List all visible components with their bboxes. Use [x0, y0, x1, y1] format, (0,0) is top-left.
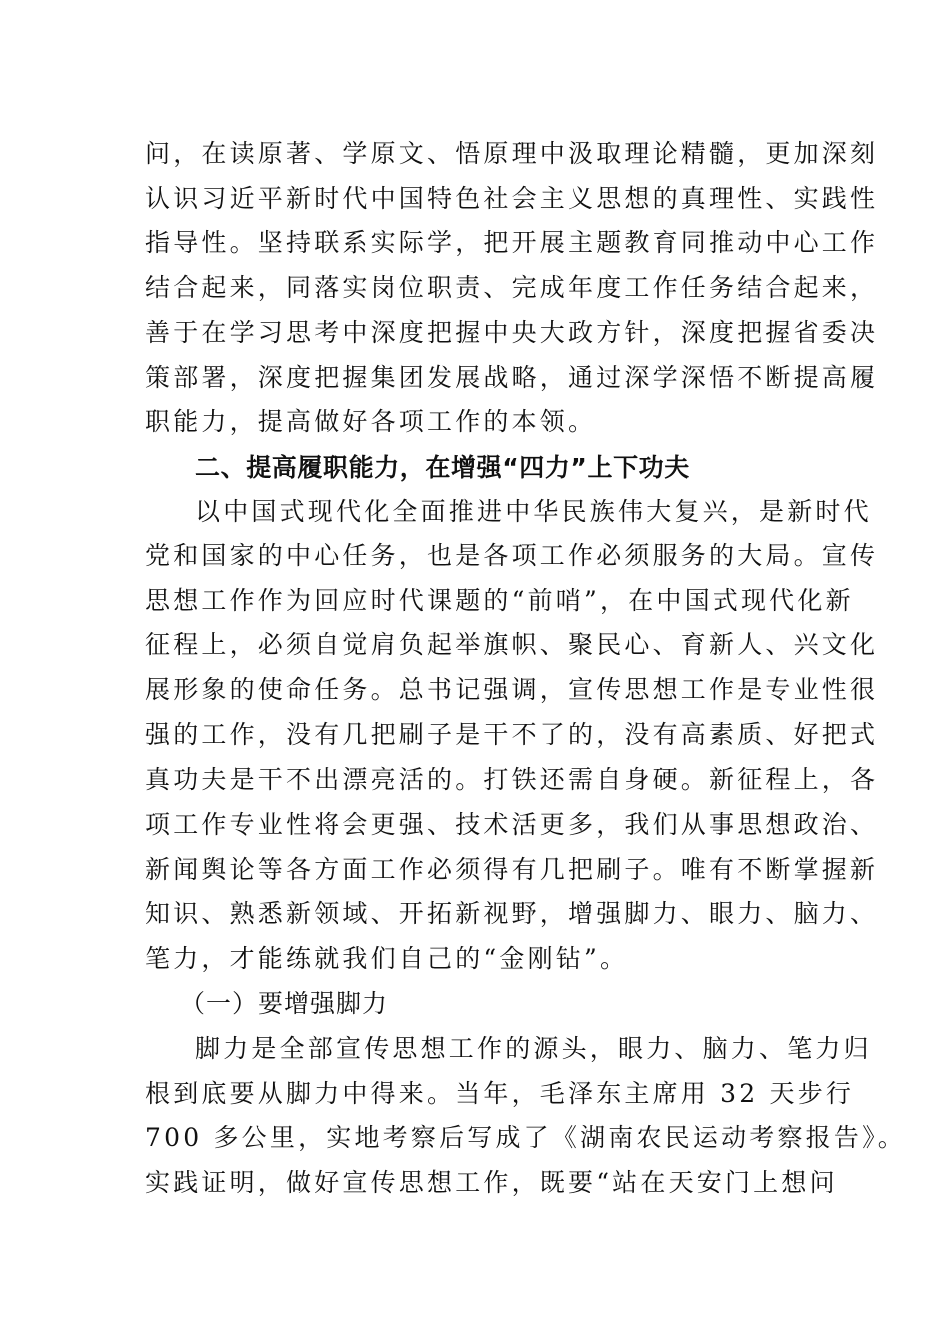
paragraph-line: 脚力是全部宣传思想工作的源头，眼力、脑力、笔力归	[195, 1034, 872, 1063]
paragraph-line: 700 多公里，实地考察后写成了《湖南农民运动考察报告》。	[145, 1123, 906, 1152]
paragraph-line: 新闻舆论等各方面工作必须得有几把刷子。唯有不断掌握新	[145, 855, 879, 884]
paragraph-line: 征程上，必须自觉肩负起举旗帜、聚民心、育新人、兴文化	[145, 630, 879, 659]
paragraph-line: 认识习近平新时代中国特色社会主义思想的真理性、实践性	[145, 184, 879, 213]
paragraph-line: 真功夫是干不出漂亮活的。打铁还需自身硬。新征程上，各	[145, 765, 879, 794]
paragraph-line: 根到底要从脚力中得来。当年，毛泽东主席用 32 天步行	[145, 1079, 855, 1108]
paragraph-line: 笔力，才能练就我们自己的“金刚钻”。	[145, 944, 629, 973]
paragraph-line: 强的工作，没有几把刷子是干不了的，没有高素质、好把式	[145, 720, 879, 749]
subsection-heading: （一）要增强脚力	[180, 989, 389, 1018]
paragraph-line: 指导性。坚持联系实际学，把开展主题教育同推动中心工作	[145, 228, 879, 257]
paragraph-line: 知识、熟悉新领域、开拓新视野，增强脚力、眼力、脑力、	[145, 899, 879, 928]
paragraph-line: 实践证明，做好宣传思想工作，既要“站在天安门上想问	[145, 1168, 838, 1197]
paragraph-line: 结合起来，同落实岗位职责、完成年度工作任务结合起来，	[145, 273, 879, 302]
paragraph-line: 党和国家的中心任务，也是各项工作必须服务的大局。宣传	[145, 541, 879, 570]
section-heading: 二、提高履职能力，在增强“四力”上下功夫	[195, 453, 690, 482]
paragraph-line: 思想工作作为回应时代课题的“前哨”，在中国式现代化新	[145, 586, 854, 615]
paragraph-line: 职能力，提高做好各项工作的本领。	[145, 407, 597, 436]
paragraph-line: 展形象的使命任务。总书记强调，宣传思想工作是专业性很	[145, 675, 879, 704]
paragraph-line: 问，在读原著、学原文、悟原理中汲取理论精髓，更加深刻	[145, 139, 879, 168]
paragraph-line: 以中国式现代化全面推进中华民族伟大复兴，是新时代	[195, 497, 872, 526]
paragraph-line: 项工作专业性将会更强、技术活更多，我们从事思想政治、	[145, 810, 879, 839]
paragraph-line: 善于在学习思考中深度把握中央大政方针，深度把握省委决	[145, 318, 879, 347]
paragraph-line: 策部署，深度把握集团发展战略，通过深学深悟不断提高履	[145, 363, 879, 392]
